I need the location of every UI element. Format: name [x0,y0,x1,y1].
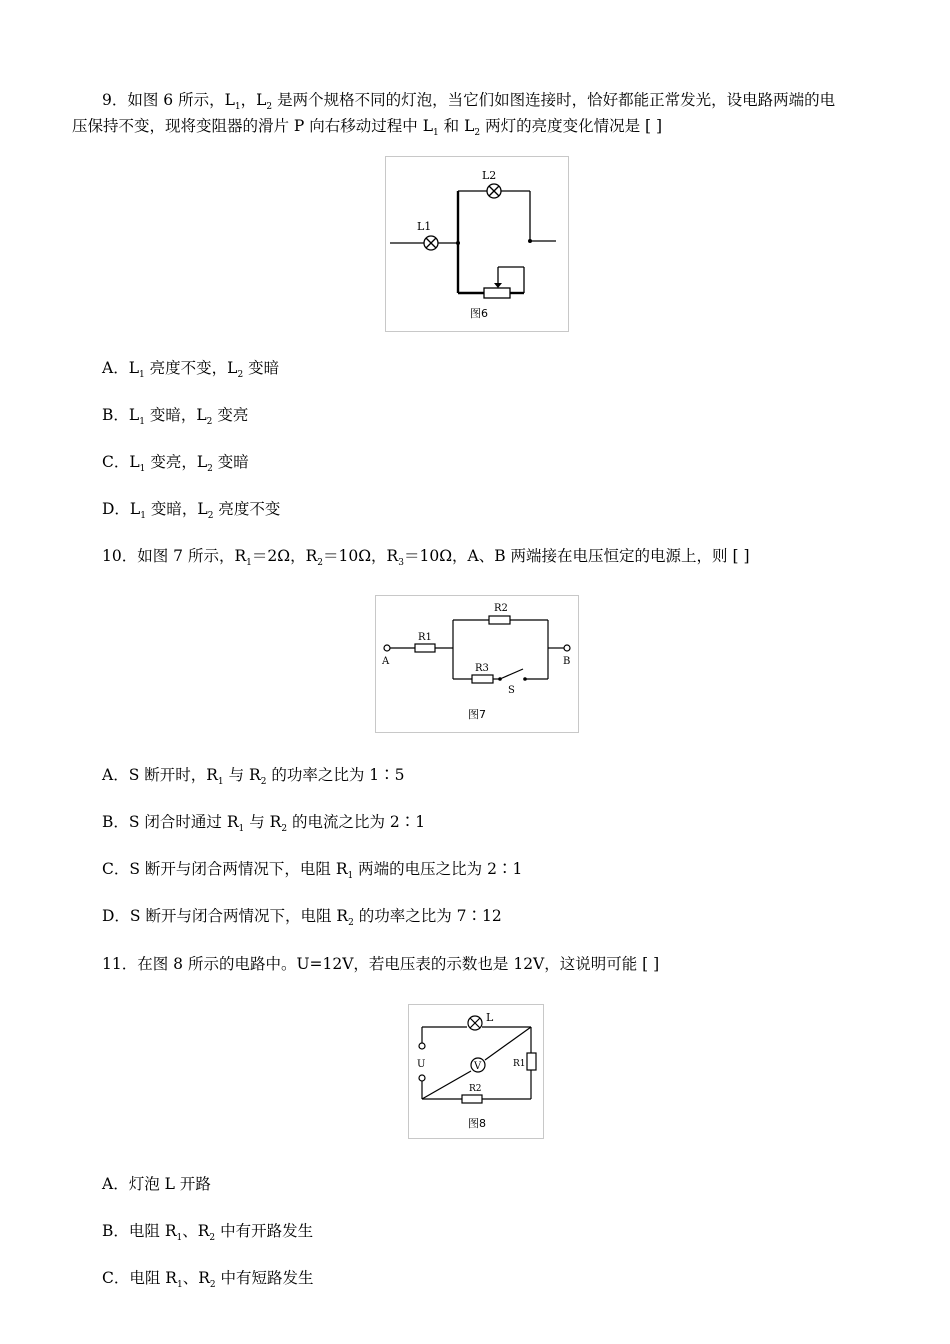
label-l1: L1 [417,220,432,233]
q10-option-b: B．S 闭合时通过 $R_1$ 与 $R_2$ 的电流之比为 2∶1 [102,813,426,834]
label-a: A [382,656,390,667]
circuit-diagram-8 [409,1005,543,1138]
q9-stem-line1: 9．如图 6 所示，$L_1$，$L_2$ 是两个规格不同的灯泡，当它们如图连接时，恰好都能正常发光，设电路两端的电 [102,91,836,112]
q10-stem: 10．如图 7 所示，$R_1=2\Omega$，$R_2=10\Omega$，$R_3=10\Omega$，A、B 两端接在电压恒定的电源上，则 [ ] [102,547,750,568]
label-l: L [486,1011,494,1024]
figure-7 [375,595,579,733]
label-s: S [508,685,515,696]
label-r1: R1 [418,632,432,643]
label-b: B [563,656,571,667]
label-r2: R2 [469,1084,482,1094]
label-l2: L2 [482,169,497,182]
circuit-diagram-6 [386,157,568,331]
figure-6-caption: 图6 [470,307,488,320]
voltmeter-v-label: V [474,1061,482,1072]
q9-option-a: A．$L_1$ 亮度不变，$L_2$ 变暗 [102,359,280,380]
q11-option-a: A．灯泡 L 开路 [102,1175,211,1193]
q11-option-b: B．电阻 $R_1$、$R_2$ 中有开路发生 [102,1222,314,1243]
circuit-diagram-7 [376,596,578,732]
q10-option-c: C．S 断开与闭合两情况下，电阻 $R_1$ 两端的电压之比为 2∶1 [102,860,523,881]
label-r1: R1 [513,1059,526,1069]
q9-stem-line2: 压保持不变，现将变阻器的滑片 P 向右移动过程中 $L_1$ 和 $L_2$ 两灯的亮度变化情况是 [ ] [72,117,663,138]
q9-option-b: B．$L_1$ 变暗，$L_2$ 变亮 [102,406,249,427]
label-r3: R3 [475,663,489,674]
figure-7-caption: 图7 [468,708,486,721]
q10-option-d: D．S 断开与闭合两情况下，电阻 $R_2$ 的功率之比为 7∶12 [102,907,502,928]
q10-option-a: A．S 断开时，$R_1$ 与 $R_2$ 的功率之比为 1∶5 [102,766,405,787]
figure-6 [385,156,569,332]
figure-8 [408,1004,544,1139]
q11-stem: 11．在图 8 所示的电路中。U=12V，若电压表的示数也是 12V，这说明可能 [ ] [102,955,660,973]
label-u: U [417,1059,426,1070]
q9-option-d: D．$L_1$ 变暗，$L_2$ 亮度不变 [102,500,281,521]
q11-option-c: C．电阻 $R_1$、$R_2$ 中有短路发生 [102,1269,314,1290]
label-r2: R2 [494,603,508,614]
q9-option-c: C．$L_1$ 变亮，$L_2$ 变暗 [102,453,249,474]
figure-8-caption: 图8 [468,1117,486,1130]
